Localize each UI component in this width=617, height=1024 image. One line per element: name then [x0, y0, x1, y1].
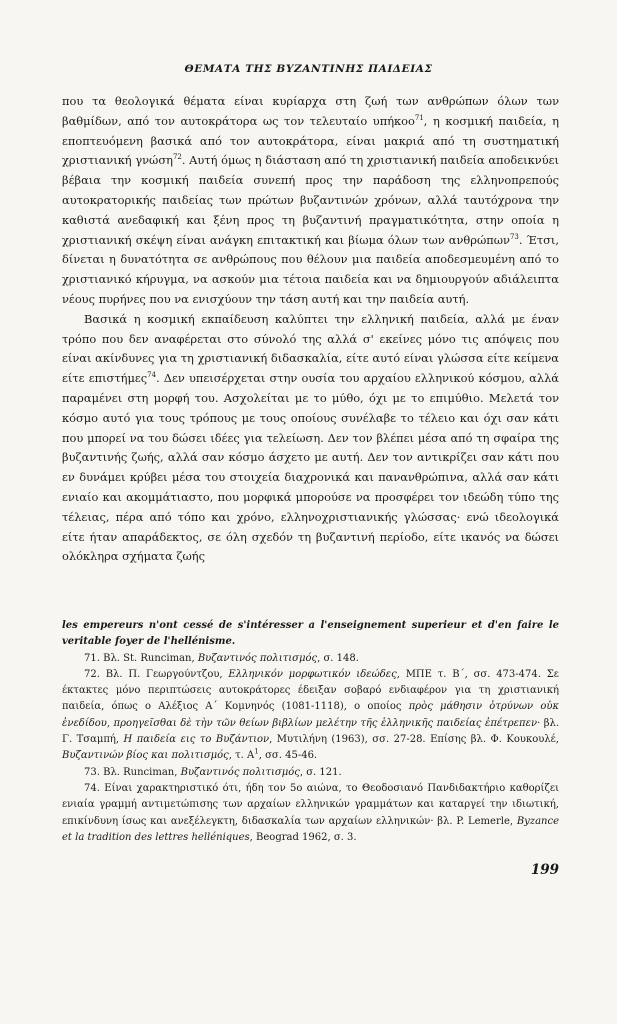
footnote-text: , τ. Α: [228, 750, 255, 762]
footnote-ref-74[interactable]: 74: [147, 371, 157, 380]
paragraph-text: . Δεν υπεισέρχεται στην ουσία του αρχαίου ελληνικού κόσμου, αλλά παραμένει στη μορφή του. Ασχολείται με το μύθο, όχι με το επιμύθιο. Μελετά τον κόσμο αυτό για τους τρόπους με τους οποίους συνέλαβε το τέλειο και όχι σαν κάτι που μπορεί να του δώσει ιδέες για τελείωση. Δεν τον βλέπει μέσα από τη σφαίρα της βυζαντινής ζωής, αλλά σαν κόσμο άσχετο με αυτή. Δεν τον αντικρίζει σαν κάτι που εν δυνάμει κρύβει μέσα του στοιχεία διαχρονικά και πανανθρώπινα, αλλά σαν κάτι ενιαίο και ακομμάτιαστο, που μορφικά μπορούσε να προσφέρει τον ιδεώδη τύπο της τέλειας, πέρα από τόπο και χρόνο, ελληνοχριστιανικής γλώσσας· ενώ ιδεολογικά είτε ήταν απαράδεκτος, σε όλη σχεδόν τη βυζαντινή περίοδο, είτε ικανός να δώσει ολόκληρα σχήματα ζωής: [62, 371, 559, 564]
running-head: ΘΕΜΑΤΑ ΤΗΣ ΒΥΖΑΝΤΙΝΗΣ ΠΑΙΔΕΙΑΣ: [184, 63, 433, 75]
footnote-ref-71[interactable]: 71: [414, 114, 424, 122]
footnote-text: Βλ. St. Runciman,: [103, 652, 198, 664]
paragraph-text: Βασικά η κοσμική εκπαίδευση καλύπτει την ελληνική παιδεία, αλλά με έναν τρόπο που δεν αναφέρεται στο σύνολό της αλλά σ' εκείνες μόνο τις απόψεις που είναι ακίνδυνες για τη χριστιανική διδασκαλία, είτε αυτό είναι γλώσσα είτε κείμενα είτε επιστήμες: [62, 311, 559, 386]
footnote-quote: πρὸς μάθησιν ὀτρύνων οὐκ ἐνεδίδου, προηγεῖσθαι δὲ τὴν τῶν θείων βιβλίων μελέτην τῆς ἑλληνικῆς παιδείας ἐπέτρεπεν: [62, 701, 559, 729]
footnote-continuation: les empereurs n'ont cessé de s'intéresser a l'enseignement superieur et d'en faire le veritable foyer de l'hellénisme.: [62, 620, 559, 648]
footnote-text: Βλ. Π. Γεωργούντζου,: [105, 668, 229, 680]
body-text: [62, 92, 559, 567]
footnote-74: [62, 781, 559, 846]
paragraph-text: που τα θεολογικά θέματα είναι κυρίαρχα στη ζωή των ανθρώπων όλων των βαθμίδων, από τον αυτοκράτορα ως τον τελευταίο υπήκοο: [62, 94, 559, 128]
footnote-number: 72.: [84, 668, 100, 680]
paragraph-text: . Αυτή όμως η διάσταση από τη χριστιανική παιδεία αποδεικνύει βέβαια την κοσμική παιδεία συνεπή προς την παράδοση της ελληνοπρεπούς αυτοκρατορικής παιδείας των πρώτων βυζαντινών χρόνων, αλλά ταυτόχρονα την καθιστά ανεδαφική και ξένη προς τη βυζαντινή πραγματικότητα, στην οποία η χριστιανική σκέψη είναι ανάγκη επιτακτική και βίωμα όλων των ανθρώπων: [62, 153, 559, 247]
footnotes: [62, 618, 559, 846]
footnote-text: · βλ. Γ. Τσαμπή,: [62, 717, 559, 746]
footnote-title: Βυζαντινών βίος και πολιτισμός: [62, 750, 229, 762]
footnote-71: [62, 651, 559, 667]
paragraph-2: [62, 310, 559, 567]
paragraph-1: [62, 92, 559, 310]
footnote-text: , Μυτιλήνη (1963), σσ. 27-28. Επίσης βλ. Φ. Κουκουλέ,: [269, 734, 559, 746]
footnote-title: Βυζαντινός πολιτισμός: [197, 652, 318, 664]
footnote-text: , σ. 121.: [299, 766, 342, 778]
footnote-text: , Beograd 1962, σ. 3.: [249, 831, 357, 843]
footnote-ref-73[interactable]: 73: [509, 232, 519, 241]
footnote-text: , σσ. 45-46.: [258, 750, 318, 762]
footnote-73: [62, 765, 559, 781]
paragraph-text: , η κοσμική παιδεία, η εποπτευόμενη βασικά από τον αυτοκράτορα, είναι μακριά από τη συστηματική χριστιανική γνώση: [62, 113, 560, 168]
footnote-text: , σ. 148.: [317, 652, 359, 664]
footnote-text: Είναι χαρακτηριστικό ότι, ήδη τον 5ο αιώνα, το Θεοδοσιανό Πανδιδακτήριο καθορίζει ενιαία γραμμή αντιμετώπισης των αρχαίων ελληνικών γραμμάτων και καταργεί την ιδιωτική, επικίνδυνη ίσως και ανεξέλεγκτη, διδασκαλία των αρχαίων ελληνικών· βλ. P. Lemerle,: [62, 782, 559, 827]
footnote-72: [62, 667, 559, 765]
volume-superscript: 1: [254, 748, 259, 757]
page-number: 199: [530, 862, 559, 878]
footnote-number: 73.: [84, 766, 100, 778]
footnote-number: 74.: [84, 782, 100, 794]
footnote-number: 71.: [84, 652, 100, 664]
footnote-title: Βυζαντινός πολιτισμός: [180, 766, 300, 778]
footnote-ref-72[interactable]: 72: [172, 153, 182, 162]
paragraph-text: . Έτσι, δίνεται η δυνατότητα σε ανθρώπους που θέλουν μια παιδεία αποδεσμευμένη από το χριστιανικό κήρυγμα, να ασκούν μια τέτοια παιδεία και να δημιουργούν αδιάλειπτα νέους πυρήνες που να ενισχύουν την τάση αυτή και την παιδεία αυτή.: [62, 232, 559, 306]
footnote-title: Ελληνικόν μορφωτικόν ιδεώδες: [228, 668, 397, 680]
footnote-text: Βλ. Runciman,: [103, 766, 181, 778]
footnote-title: Byzance et la tradition des lettres helléniques: [62, 815, 559, 843]
footnote-title: Η παιδεία εις το Βυζάντιον: [123, 734, 270, 746]
footnote-text: , ΜΠΕ τ. Β΄, σσ. 473-474. Σε έκτακτες μόνο περιπτώσεις αυτοκράτορες έδειξαν σοβαρό ενδιαφέρον για τη χριστιανική παιδεία, όπως ο Αλέξιος Α΄ Κομνηνός (1081-1118), ο οποίος: [62, 668, 559, 713]
